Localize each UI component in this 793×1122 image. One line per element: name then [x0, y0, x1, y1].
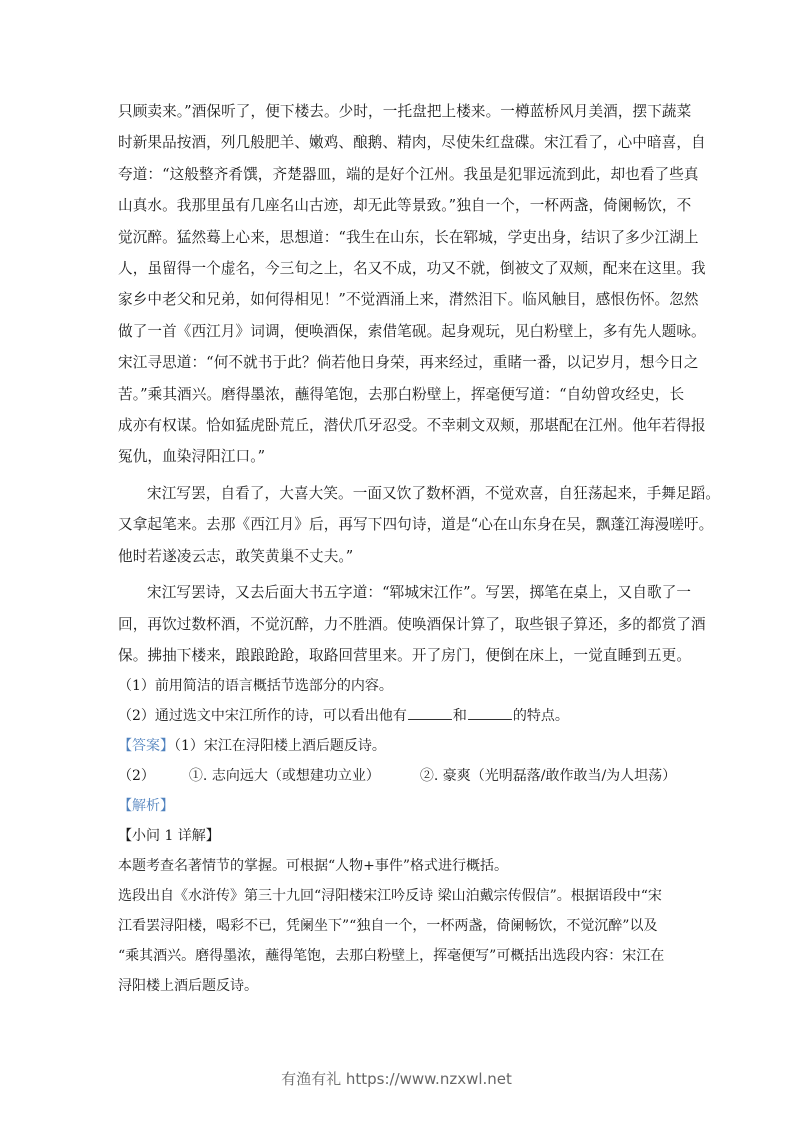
text-line: 觉沉醉。猛然蓦上心来，思想道：“我生在山东，长在郓城，学吏出身，结识了多少江湖上 [118, 228, 699, 246]
answer-line-2 [118, 761, 678, 791]
analysis-sub-heading: 【小问 1 详解】 [118, 828, 220, 845]
answer-tag: 【答案】 [118, 738, 174, 755]
footer-watermark: 有渔有礼 https://www.nzxwl.net [281, 1070, 512, 1088]
passage-paragraph-2 [118, 478, 721, 572]
answer-section [118, 731, 678, 791]
text-line: 回，再饮过数杯酒，不觉沉醉，力不胜酒。使唤酒保计算了，取些银子算还，多的都赏了酒 [118, 615, 706, 633]
text-line: 保。拂抽下楼来，踉踉跄跄，取路回营里来。开了房门，便倒在床上，一觉直睡到五更。 [118, 646, 692, 664]
answer-item-1: ①. 志向远大（或想建功立业） [188, 768, 380, 785]
text-line: 宋江写罢诗，又去后面大书五字道：“郓城宋江作”。写罢，掷笔在桌上，又自歌了一 [147, 584, 692, 602]
text-line: 宋江写罢，自看了，大喜大笑。一面又饮了数杯酒，不觉欢喜，自狂荡起来，手舞足蹈。 [147, 484, 721, 502]
analysis-section [118, 791, 678, 1001]
document-page [118, 96, 721, 1001]
text-line: 他时若遂凌云志，敢笑黄巢不丈夫。” [118, 547, 354, 565]
answer-item-2: ②. 豪爽（光明磊落/敢作敢当/为人坦荡） [419, 768, 677, 785]
text-line: 做了一首《西江月》词调，便唤酒保，索借笔砚。起身观玩，见白粉壁上，多有先人题咏。 [118, 322, 706, 340]
text-line: 冤仇，血染浔阳江口。” [118, 448, 266, 466]
text-line: 成亦有权谋。恰如猛虎卧荒丘，潜伏爪牙忍受。不幸刺文双颊，那堪配在江州。他年若得报 [118, 417, 706, 435]
question-2-middle: 和 [452, 708, 467, 725]
answer-blank-1[interactable] [408, 705, 452, 720]
question-2-after: 的特点。 [512, 708, 569, 725]
answer-part-1: （1）宋江在浔阳楼上酒后题反诗。 [174, 738, 386, 755]
analysis-line: “乘其酒兴。磨得墨浓，蘸得笔饱，去那白粉壁上，挥毫便写”可概括出选段内容：宋江在 [118, 948, 665, 965]
analysis-line: 浔阳楼上酒后题反诗。 [118, 978, 258, 995]
text-line: 家乡中老父和兄弟，如何得相见！”不觉酒涌上来，潸然泪下。临风触目，感恨伤怀。忽然 [118, 291, 699, 309]
analysis-line: 选段出自《水浒传》第三十九回“浔阳楼宋江吟反诗 梁山泊戴宗传假信”。根据语段中“宋 [118, 888, 662, 905]
passage-paragraph-3 [118, 577, 706, 671]
text-line: 只顾卖来。”酒保听了，便下楼去。少时，一托盘把上楼来。一樽蓝桥风月美酒，摆下蔬菜 [118, 103, 692, 120]
analysis-line: 江看罢浔阳楼，喝彩不已，凭阑坐下”“独自一个，一杯两盏，倚阑畅饮，不觉沉醉”以及 [118, 918, 658, 935]
text-line: 山真水。我那里虽有几座名山古迹，却无此等景致。”独自一个，一杯两盏，倚阑畅饮，不 [118, 197, 692, 215]
text-line: 时新果品按酒，列几般肥羊、嫩鸡、酿鹅、精肉，尽使朱红盘碟。宋江看了，心中暗喜，自 [118, 134, 706, 152]
text-line: 宋江寻思道：“何不就书于此？倘若他日身荣，再来经过，重睹一番，以记岁月，想今日之 [118, 354, 699, 372]
text-line: 夸道：“这般整齐肴馔，齐楚器皿，端的是好个江州。我虽是犯罪远流到此，却也看了些真 [118, 165, 699, 183]
analysis-tag: 【解析】 [118, 798, 174, 815]
question-1: （1）前用简洁的语言概括节选部分的内容。 [118, 678, 393, 695]
answer-blank-2[interactable] [468, 705, 512, 720]
question-2-before: （2）通过选文中宋江所作的诗，可以看出他有 [118, 708, 407, 725]
analysis-line: 本题考查名著情节的掌握。可根据“人物+事件”格式进行概括。 [118, 858, 509, 875]
question-2 [118, 701, 678, 731]
text-line: 人，虽留得一个虚名，今三旬之上，名又不成，功又不就，倒被文了双颊，配来在这里。我 [118, 260, 706, 278]
questions [118, 671, 678, 731]
answer-part-2-label: （2） [118, 768, 155, 785]
answer-line-1 [118, 731, 678, 761]
passage-paragraph-1 [118, 96, 706, 473]
text-line: 苦。”乘其酒兴。磨得墨浓，蘸得笔饱，去那白粉壁上，挥毫便写道：“自幼曾攻经史，长 [118, 385, 685, 403]
text-line: 又拿起笔来。去那《西江月》后，再写下四句诗，道是“心在山东身在吴，飘蓬江海漫嗟吁。 [118, 516, 714, 534]
